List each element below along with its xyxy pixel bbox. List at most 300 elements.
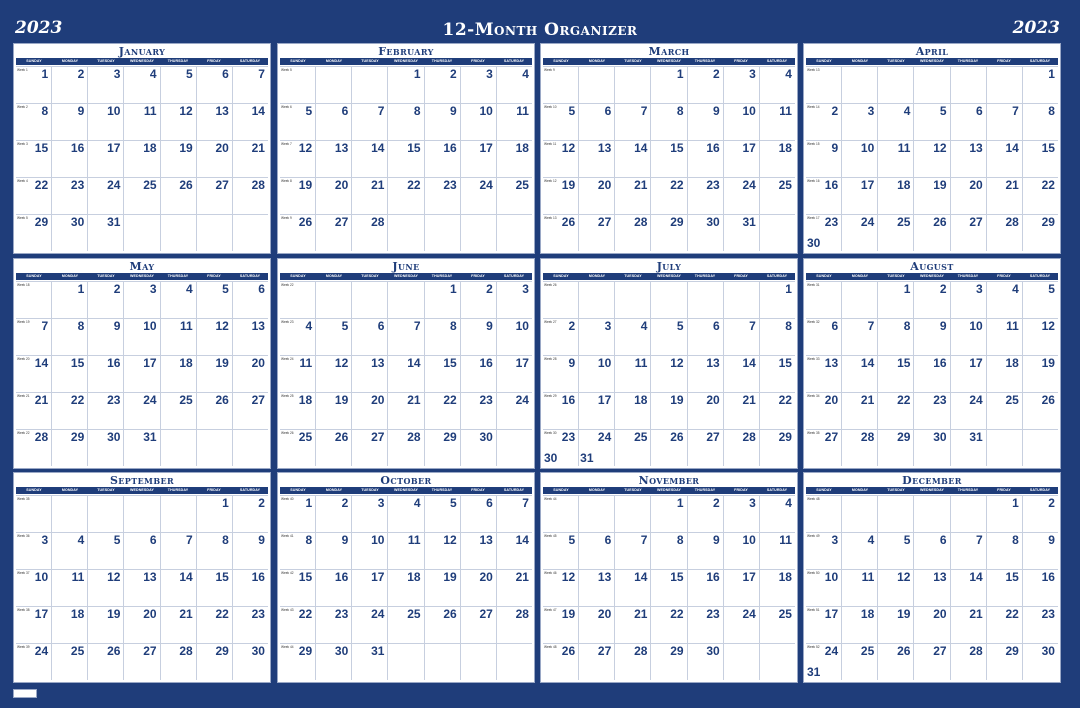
- day-cell[interactable]: [424, 141, 460, 177]
- day-cell[interactable]: [315, 533, 351, 569]
- day-cell[interactable]: [196, 104, 232, 140]
- day-cell[interactable]: [280, 570, 315, 606]
- day-cell[interactable]: [806, 282, 841, 318]
- day-cell[interactable]: [877, 356, 913, 392]
- day-cell[interactable]: [759, 178, 795, 214]
- day-cell[interactable]: [723, 356, 759, 392]
- day-cell[interactable]: [424, 393, 460, 429]
- day-cell[interactable]: [759, 430, 795, 466]
- day-cell[interactable]: [424, 356, 460, 392]
- day-cell[interactable]: [543, 178, 578, 214]
- day-cell[interactable]: [232, 644, 268, 680]
- day-cell[interactable]: [913, 533, 949, 569]
- day-cell[interactable]: [351, 533, 387, 569]
- day-cell[interactable]: [877, 282, 913, 318]
- day-cell[interactable]: [387, 215, 423, 251]
- day-cell[interactable]: [496, 496, 532, 532]
- day-cell[interactable]: [841, 533, 877, 569]
- day-cell[interactable]: [578, 570, 614, 606]
- day-cell[interactable]: [759, 282, 795, 318]
- day-cell[interactable]: [351, 644, 387, 680]
- day-cell[interactable]: [232, 533, 268, 569]
- day-cell[interactable]: [1022, 67, 1058, 103]
- day-cell[interactable]: [387, 570, 423, 606]
- day-cell[interactable]: [806, 356, 841, 392]
- day-cell[interactable]: [87, 319, 123, 355]
- day-cell[interactable]: [578, 496, 614, 532]
- day-cell[interactable]: [315, 282, 351, 318]
- day-cell[interactable]: [51, 104, 87, 140]
- day-cell[interactable]: [51, 141, 87, 177]
- day-cell[interactable]: [196, 533, 232, 569]
- day-cell[interactable]: [232, 319, 268, 355]
- day-cell[interactable]: [51, 356, 87, 392]
- day-cell[interactable]: [877, 67, 913, 103]
- day-cell[interactable]: [723, 319, 759, 355]
- day-cell[interactable]: [723, 215, 759, 251]
- day-cell[interactable]: [280, 644, 315, 680]
- day-cell[interactable]: [123, 430, 159, 466]
- day-cell[interactable]: [543, 533, 578, 569]
- day-cell[interactable]: [496, 178, 532, 214]
- day-cell[interactable]: [650, 282, 686, 318]
- day-cell[interactable]: [578, 607, 614, 643]
- day-cell[interactable]: [460, 141, 496, 177]
- day-cell[interactable]: [280, 533, 315, 569]
- day-cell[interactable]: [51, 644, 87, 680]
- day-cell[interactable]: [87, 496, 123, 532]
- day-cell[interactable]: [87, 570, 123, 606]
- day-cell[interactable]: [650, 141, 686, 177]
- day-cell[interactable]: [424, 104, 460, 140]
- day-cell[interactable]: [496, 356, 532, 392]
- day-cell[interactable]: [806, 393, 841, 429]
- day-cell[interactable]: [351, 104, 387, 140]
- day-cell[interactable]: [950, 496, 986, 532]
- day-cell[interactable]: [687, 141, 723, 177]
- day-cell[interactable]: [16, 282, 51, 318]
- day-cell[interactable]: [280, 67, 315, 103]
- day-cell[interactable]: [614, 430, 650, 466]
- day-cell[interactable]: [315, 67, 351, 103]
- day-cell[interactable]: [424, 644, 460, 680]
- day-cell[interactable]: [614, 533, 650, 569]
- day-cell[interactable]: [460, 178, 496, 214]
- day-cell[interactable]: [543, 319, 578, 355]
- day-cell[interactable]: [351, 178, 387, 214]
- day-cell[interactable]: [280, 282, 315, 318]
- day-cell[interactable]: [806, 104, 841, 140]
- day-cell[interactable]: [986, 430, 1022, 466]
- day-cell[interactable]: [986, 356, 1022, 392]
- day-cell[interactable]: [160, 607, 196, 643]
- day-cell[interactable]: [387, 430, 423, 466]
- day-cell[interactable]: [650, 356, 686, 392]
- day-cell[interactable]: [986, 178, 1022, 214]
- day-cell[interactable]: [460, 430, 496, 466]
- day-cell[interactable]: [950, 178, 986, 214]
- day-cell[interactable]: [877, 607, 913, 643]
- day-cell[interactable]: [687, 215, 723, 251]
- day-cell[interactable]: [913, 319, 949, 355]
- day-cell[interactable]: [16, 141, 51, 177]
- day-cell[interactable]: [543, 356, 578, 392]
- day-cell[interactable]: [913, 644, 949, 680]
- day-cell[interactable]: [1022, 644, 1058, 680]
- day-cell[interactable]: [315, 496, 351, 532]
- day-cell[interactable]: [913, 430, 949, 466]
- day-cell[interactable]: [614, 356, 650, 392]
- day-cell[interactable]: [496, 319, 532, 355]
- day-cell[interactable]: [759, 319, 795, 355]
- day-cell[interactable]: [877, 215, 913, 251]
- day-cell[interactable]: [460, 570, 496, 606]
- day-cell[interactable]: [578, 393, 614, 429]
- day-cell[interactable]: [614, 607, 650, 643]
- day-cell[interactable]: [614, 570, 650, 606]
- day-cell[interactable]: [424, 496, 460, 532]
- day-cell[interactable]: [578, 104, 614, 140]
- day-cell[interactable]: [841, 430, 877, 466]
- day-cell[interactable]: [578, 356, 614, 392]
- day-cell[interactable]: [913, 496, 949, 532]
- day-cell[interactable]: [196, 496, 232, 532]
- day-cell[interactable]: [986, 282, 1022, 318]
- day-cell[interactable]: [614, 215, 650, 251]
- day-cell[interactable]: [232, 496, 268, 532]
- day-cell[interactable]: [315, 607, 351, 643]
- day-cell[interactable]: [424, 430, 460, 466]
- day-cell[interactable]: [687, 644, 723, 680]
- day-cell[interactable]: [160, 356, 196, 392]
- day-cell[interactable]: [16, 570, 51, 606]
- day-cell[interactable]: [87, 67, 123, 103]
- day-cell[interactable]: [759, 393, 795, 429]
- day-cell[interactable]: [877, 141, 913, 177]
- day-cell[interactable]: [543, 393, 578, 429]
- day-cell[interactable]: [123, 282, 159, 318]
- day-cell[interactable]: [280, 356, 315, 392]
- day-cell[interactable]: [841, 178, 877, 214]
- day-cell[interactable]: [1022, 282, 1058, 318]
- day-cell[interactable]: [315, 570, 351, 606]
- day-cell[interactable]: [1022, 496, 1058, 532]
- day-cell[interactable]: [87, 215, 123, 251]
- day-cell[interactable]: [280, 496, 315, 532]
- day-cell[interactable]: [51, 178, 87, 214]
- day-cell[interactable]: [650, 430, 686, 466]
- day-cell[interactable]: [232, 607, 268, 643]
- day-cell[interactable]: [87, 607, 123, 643]
- day-cell[interactable]: [913, 282, 949, 318]
- day-cell[interactable]: [806, 430, 841, 466]
- day-cell[interactable]: [196, 178, 232, 214]
- day-cell[interactable]: [16, 607, 51, 643]
- day-cell[interactable]: [986, 607, 1022, 643]
- day-cell[interactable]: [351, 141, 387, 177]
- day-cell[interactable]: [16, 644, 51, 680]
- day-cell[interactable]: [496, 141, 532, 177]
- day-cell[interactable]: [841, 282, 877, 318]
- day-cell[interactable]: [723, 430, 759, 466]
- day-cell[interactable]: [841, 319, 877, 355]
- day-cell[interactable]: [841, 570, 877, 606]
- day-cell[interactable]: [232, 393, 268, 429]
- day-cell[interactable]: [51, 67, 87, 103]
- day-cell[interactable]: [460, 104, 496, 140]
- day-cell[interactable]: [51, 282, 87, 318]
- day-cell[interactable]: [232, 356, 268, 392]
- day-cell[interactable]: [759, 607, 795, 643]
- day-cell[interactable]: [351, 282, 387, 318]
- day-cell[interactable]: [650, 570, 686, 606]
- day-cell[interactable]: [460, 496, 496, 532]
- day-cell[interactable]: [687, 104, 723, 140]
- day-cell[interactable]: [913, 178, 949, 214]
- day-cell[interactable]: [387, 607, 423, 643]
- day-cell[interactable]: [913, 104, 949, 140]
- day-cell[interactable]: [1022, 104, 1058, 140]
- day-cell[interactable]: [496, 570, 532, 606]
- day-cell[interactable]: [950, 67, 986, 103]
- day-cell[interactable]: [1022, 393, 1058, 429]
- day-cell[interactable]: [1022, 430, 1058, 466]
- day-cell[interactable]: [806, 215, 841, 251]
- day-cell[interactable]: [87, 430, 123, 466]
- day-cell[interactable]: [51, 570, 87, 606]
- day-cell[interactable]: [387, 496, 423, 532]
- day-cell[interactable]: [1022, 607, 1058, 643]
- day-cell[interactable]: [351, 67, 387, 103]
- day-cell[interactable]: [16, 533, 51, 569]
- day-cell[interactable]: [460, 644, 496, 680]
- day-cell[interactable]: [1022, 356, 1058, 392]
- day-cell[interactable]: [650, 67, 686, 103]
- day-cell[interactable]: [16, 178, 51, 214]
- day-cell[interactable]: [51, 319, 87, 355]
- day-cell[interactable]: [460, 607, 496, 643]
- day-cell[interactable]: [387, 393, 423, 429]
- day-cell[interactable]: [986, 496, 1022, 532]
- day-cell[interactable]: [460, 356, 496, 392]
- day-cell[interactable]: [351, 215, 387, 251]
- day-cell[interactable]: [986, 393, 1022, 429]
- day-cell[interactable]: [578, 178, 614, 214]
- day-cell[interactable]: [543, 496, 578, 532]
- day-cell[interactable]: [123, 356, 159, 392]
- day-cell[interactable]: [877, 178, 913, 214]
- day-cell[interactable]: [877, 533, 913, 569]
- day-cell[interactable]: [87, 282, 123, 318]
- day-cell[interactable]: [460, 319, 496, 355]
- day-cell[interactable]: [196, 215, 232, 251]
- day-cell[interactable]: [87, 178, 123, 214]
- day-cell[interactable]: [160, 67, 196, 103]
- day-cell[interactable]: [160, 570, 196, 606]
- day-cell[interactable]: [280, 141, 315, 177]
- day-cell[interactable]: [543, 104, 578, 140]
- day-cell[interactable]: [723, 282, 759, 318]
- day-cell[interactable]: [759, 141, 795, 177]
- day-cell[interactable]: [650, 215, 686, 251]
- day-cell[interactable]: [578, 67, 614, 103]
- day-cell[interactable]: [723, 496, 759, 532]
- day-cell[interactable]: [496, 607, 532, 643]
- day-cell[interactable]: [759, 570, 795, 606]
- day-cell[interactable]: [87, 644, 123, 680]
- day-cell[interactable]: [424, 319, 460, 355]
- day-cell[interactable]: [841, 141, 877, 177]
- day-cell[interactable]: [16, 319, 51, 355]
- day-cell[interactable]: [986, 319, 1022, 355]
- day-cell[interactable]: [723, 104, 759, 140]
- day-cell[interactable]: [123, 644, 159, 680]
- day-cell[interactable]: [232, 67, 268, 103]
- day-cell[interactable]: [578, 319, 614, 355]
- day-cell[interactable]: [315, 644, 351, 680]
- day-cell[interactable]: [160, 104, 196, 140]
- day-cell[interactable]: [51, 533, 87, 569]
- day-cell[interactable]: [913, 67, 949, 103]
- day-cell[interactable]: [759, 67, 795, 103]
- day-cell[interactable]: [841, 104, 877, 140]
- day-cell[interactable]: [650, 104, 686, 140]
- day-cell[interactable]: [986, 570, 1022, 606]
- day-cell[interactable]: [759, 104, 795, 140]
- day-cell[interactable]: [1022, 319, 1058, 355]
- day-cell[interactable]: [913, 356, 949, 392]
- day-cell[interactable]: [841, 393, 877, 429]
- day-cell[interactable]: [950, 644, 986, 680]
- day-cell[interactable]: [806, 141, 841, 177]
- day-cell[interactable]: [877, 319, 913, 355]
- day-cell[interactable]: [1022, 570, 1058, 606]
- day-cell[interactable]: [387, 104, 423, 140]
- day-cell[interactable]: [160, 496, 196, 532]
- day-cell[interactable]: [123, 570, 159, 606]
- day-cell[interactable]: [578, 282, 614, 318]
- day-cell[interactable]: [280, 393, 315, 429]
- day-cell[interactable]: [16, 496, 51, 532]
- day-cell[interactable]: [87, 141, 123, 177]
- day-cell[interactable]: [51, 393, 87, 429]
- day-cell[interactable]: [950, 215, 986, 251]
- day-cell[interactable]: [123, 319, 159, 355]
- day-cell[interactable]: [687, 356, 723, 392]
- day-cell[interactable]: [723, 393, 759, 429]
- day-cell[interactable]: [496, 393, 532, 429]
- day-cell[interactable]: [759, 356, 795, 392]
- day-cell[interactable]: [687, 393, 723, 429]
- day-cell[interactable]: [16, 393, 51, 429]
- day-cell[interactable]: [1022, 141, 1058, 177]
- day-cell[interactable]: [232, 215, 268, 251]
- day-cell[interactable]: [687, 533, 723, 569]
- day-cell[interactable]: [123, 215, 159, 251]
- day-cell[interactable]: [123, 104, 159, 140]
- day-cell[interactable]: [877, 393, 913, 429]
- day-cell[interactable]: [578, 533, 614, 569]
- day-cell[interactable]: [496, 104, 532, 140]
- day-cell[interactable]: [687, 430, 723, 466]
- day-cell[interactable]: [723, 644, 759, 680]
- day-cell[interactable]: [196, 319, 232, 355]
- day-cell[interactable]: [196, 430, 232, 466]
- day-cell[interactable]: [460, 215, 496, 251]
- day-cell[interactable]: [543, 215, 578, 251]
- day-cell[interactable]: [496, 533, 532, 569]
- day-cell[interactable]: [723, 141, 759, 177]
- day-cell[interactable]: [950, 356, 986, 392]
- day-cell[interactable]: [351, 496, 387, 532]
- day-cell[interactable]: [496, 644, 532, 680]
- day-cell[interactable]: [387, 178, 423, 214]
- day-cell[interactable]: [196, 141, 232, 177]
- day-cell[interactable]: [196, 607, 232, 643]
- day-cell[interactable]: [160, 644, 196, 680]
- day-cell[interactable]: [51, 430, 87, 466]
- day-cell[interactable]: [387, 282, 423, 318]
- day-cell[interactable]: [315, 430, 351, 466]
- day-cell[interactable]: [351, 393, 387, 429]
- day-cell[interactable]: [543, 607, 578, 643]
- day-cell[interactable]: [614, 104, 650, 140]
- day-cell[interactable]: [614, 141, 650, 177]
- day-cell[interactable]: [687, 319, 723, 355]
- day-cell[interactable]: [196, 644, 232, 680]
- day-cell[interactable]: [986, 644, 1022, 680]
- day-cell[interactable]: [913, 393, 949, 429]
- day-cell[interactable]: [877, 570, 913, 606]
- day-cell[interactable]: [232, 570, 268, 606]
- day-cell[interactable]: [687, 178, 723, 214]
- day-cell[interactable]: [877, 104, 913, 140]
- day-cell[interactable]: [614, 282, 650, 318]
- day-cell[interactable]: [387, 356, 423, 392]
- day-cell[interactable]: [280, 178, 315, 214]
- day-cell[interactable]: [950, 607, 986, 643]
- day-cell[interactable]: [232, 178, 268, 214]
- day-cell[interactable]: [351, 319, 387, 355]
- day-cell[interactable]: [650, 644, 686, 680]
- day-cell[interactable]: [543, 67, 578, 103]
- day-cell[interactable]: [351, 607, 387, 643]
- day-cell[interactable]: [578, 430, 614, 466]
- day-cell[interactable]: [986, 104, 1022, 140]
- day-cell[interactable]: [87, 356, 123, 392]
- day-cell[interactable]: [424, 215, 460, 251]
- day-cell[interactable]: [543, 570, 578, 606]
- day-cell[interactable]: [723, 533, 759, 569]
- day-cell[interactable]: [424, 282, 460, 318]
- day-cell[interactable]: [759, 496, 795, 532]
- day-cell[interactable]: [351, 430, 387, 466]
- day-cell[interactable]: [806, 178, 841, 214]
- day-cell[interactable]: [687, 607, 723, 643]
- day-cell[interactable]: [16, 430, 51, 466]
- day-cell[interactable]: [160, 533, 196, 569]
- day-cell[interactable]: [614, 178, 650, 214]
- day-cell[interactable]: [650, 496, 686, 532]
- day-cell[interactable]: [280, 430, 315, 466]
- day-cell[interactable]: [196, 393, 232, 429]
- day-cell[interactable]: [16, 215, 51, 251]
- day-cell[interactable]: [806, 67, 841, 103]
- day-cell[interactable]: [841, 356, 877, 392]
- day-cell[interactable]: [496, 430, 532, 466]
- day-cell[interactable]: [51, 496, 87, 532]
- day-cell[interactable]: [543, 141, 578, 177]
